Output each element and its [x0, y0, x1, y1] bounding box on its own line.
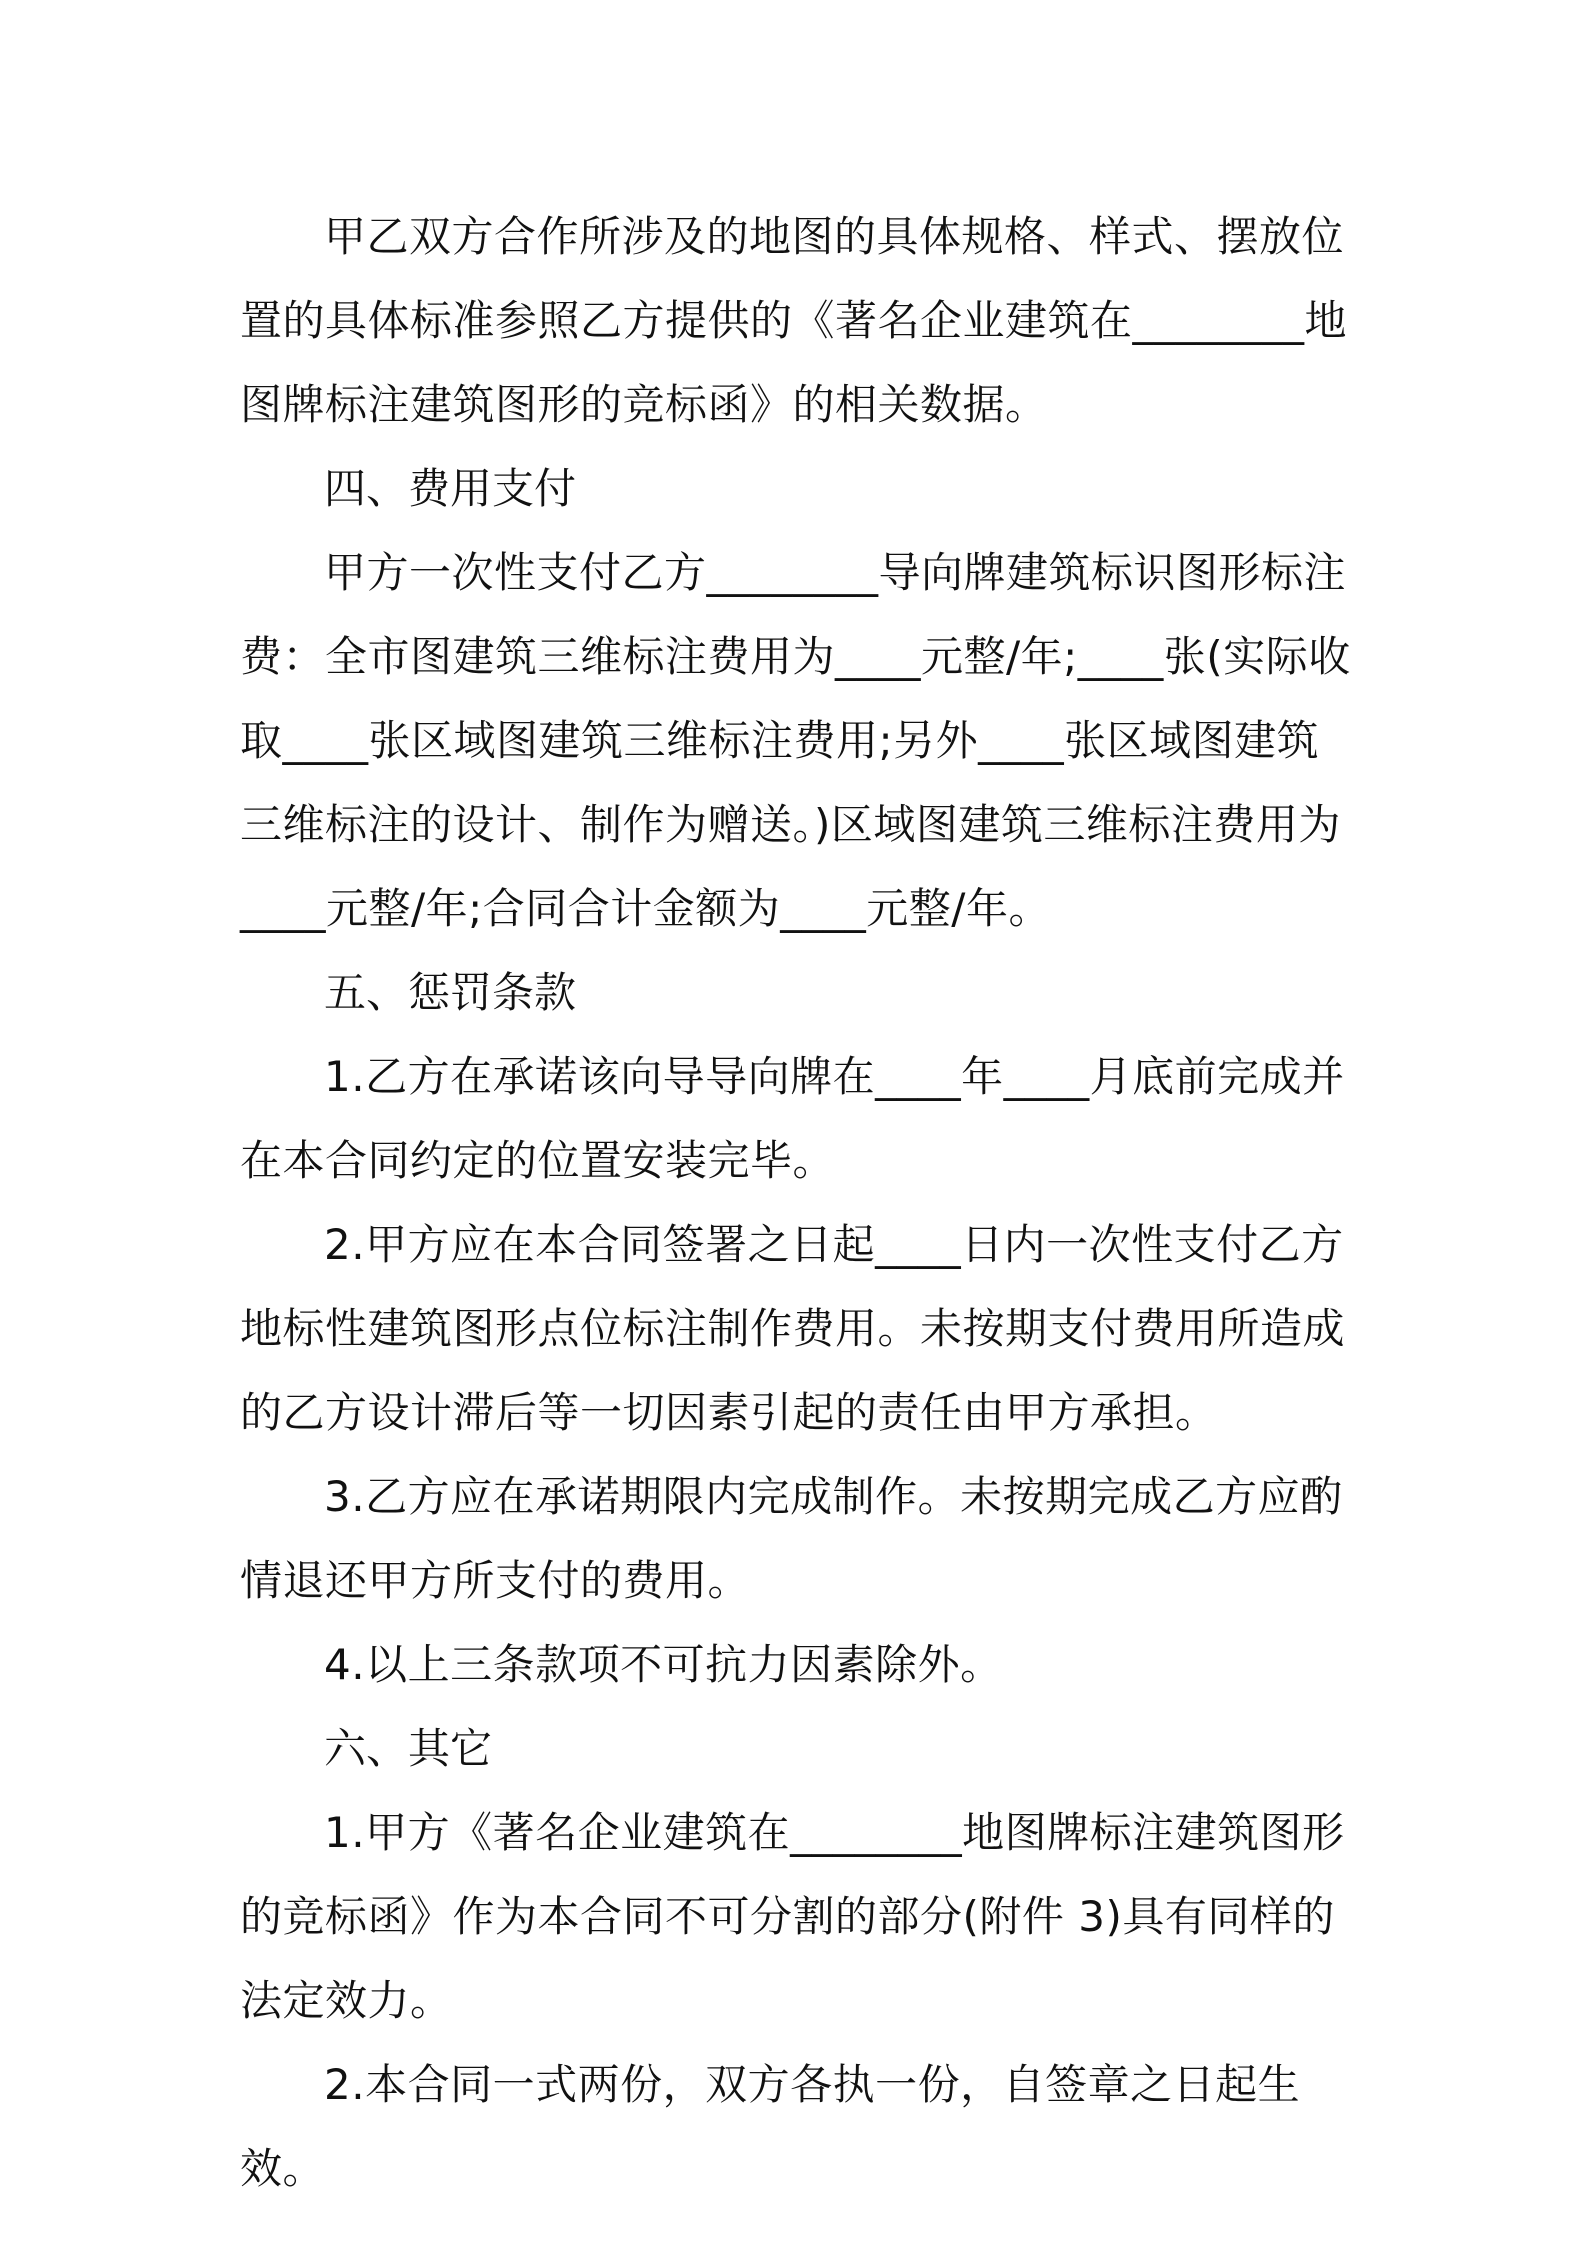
paragraph-other-2: 2.本合同一式两份，双方各执一份，自签章之日起生效。: [240, 2060, 1301, 2193]
paragraph-penalty-3: 3.乙方应在承诺期限内完成制作。未按期完成乙方应酌情退还甲方所支付的费用。: [240, 1472, 1343, 1605]
paragraph-map-specs: 甲乙双方合作所涉及的地图的具体规格、样式、摆放位置的具体标准参照乙方提供的《著名企业建筑在________地图牌标注建筑图形的竞标函》的相关数据。: [240, 212, 1348, 429]
heading-penalty: 五、惩罚条款: [324, 968, 577, 1017]
paragraph-penalty-2: 2.甲方应在本合同签署之日起____日内一次性支付乙方地标性建筑图形点位标注制作费用。未按期支付费用所造成的乙方设计滞后等一切因素引起的责任由甲方承担。: [240, 1220, 1346, 1437]
paragraph-penalty-1: 1.乙方在承诺该向导导向牌在____年____月底前完成并在本合同约定的位置安装完毕。: [240, 1052, 1345, 1185]
paragraph-other-1: 1.甲方《著名企业建筑在________地图牌标注建筑图形的竞标函》作为本合同不可分割的部分(附件 3)具有同样的法定效力。: [240, 1808, 1345, 2025]
paragraph-payment-terms: 甲方一次性支付乙方________导向牌建筑标识图形标注费：全市图建筑三维标注费用为____元整/年;____张(实际收取____张区域图建筑三维标注费用;另外____张区域图建筑三维标注的设计、制作为赠送。)区域图建筑三维标注费用为____元整/年;合同合计金额为____元整/年。: [240, 548, 1351, 933]
heading-payment: 四、费用支付: [324, 464, 577, 513]
paragraph-penalty-4: 4.以上三条款项不可抗力因素除外。: [324, 1640, 1003, 1689]
heading-other: 六、其它: [324, 1724, 493, 1773]
